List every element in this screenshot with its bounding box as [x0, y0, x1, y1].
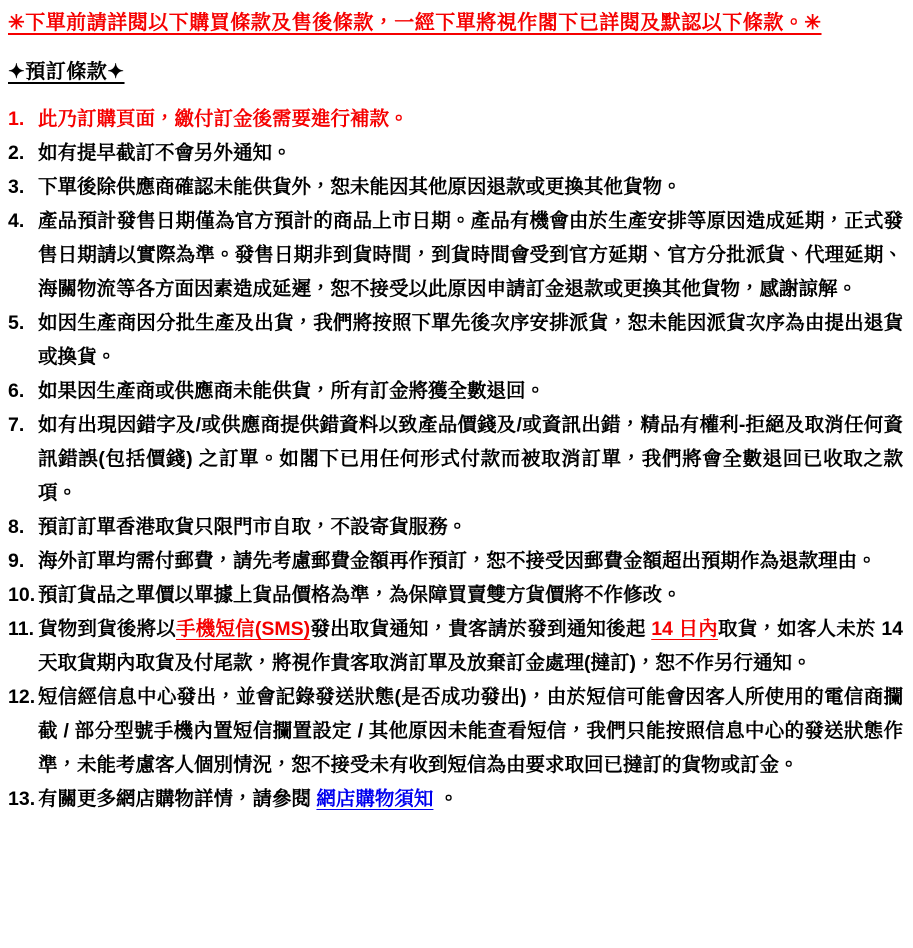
term-number: 1.	[8, 108, 25, 130]
term-text-segment: 此乃訂購頁面，繳付訂金後需要進行補款。	[38, 108, 409, 130]
term-number: 3.	[8, 176, 25, 198]
term-number: 4.	[8, 210, 25, 232]
term-item	[8, 544, 905, 578]
term-text	[38, 136, 905, 170]
term-text-segment: 貨物到貨後將以	[38, 618, 177, 640]
term-text	[38, 204, 905, 306]
term-item	[8, 170, 905, 204]
term-text-segment: 。	[433, 788, 459, 810]
term-number: 5.	[8, 312, 25, 334]
term-number: 12.	[8, 686, 36, 708]
term-text-segment: 如果因生產商或供應商未能供貨，所有訂金將獲全數退回。	[38, 380, 546, 402]
term-text-segment: 產品預計發售日期僅為官方預計的商品上市日期。產品有機會由於生產安排等原因造成延期，正式發售日期請以實際為準。發售日期非到貨時間，到貨時間會受到官方延期、官方分批派貨、代理延期、海關物流等各方面因素造成延遲，恕不接受以此原因申請訂金退款或更換其他貨物，感謝諒解。	[38, 210, 903, 300]
term-text	[38, 680, 905, 782]
term-text	[38, 102, 905, 136]
term-item	[8, 204, 905, 306]
term-text-segment: 預訂貨品之單價以單據上貨品價格為準，為保障買賣雙方貨價將不作修改。	[38, 584, 682, 606]
term-text-segment: 如有出現因錯字及/或供應商提供錯資料以致產品價錢及/或資訊出錯，精品有權利-拒絕及取消任何資訊錯誤(包括價錢) 之訂單。如閣下已用任何形式付款而被取消訂單，我們將會全數退回已收取之款項。	[38, 414, 903, 504]
term-number: 7.	[8, 414, 25, 436]
term-item	[8, 510, 905, 544]
term-text	[38, 578, 905, 612]
term-number: 2.	[8, 142, 25, 164]
term-text-segment: 如因生產商因分批生產及出貨，我們將按照下單先後次序安排派貨，恕未能因派貨次序為由提出退貨或換貨。	[38, 312, 903, 368]
term-item	[8, 102, 905, 136]
term-text	[38, 408, 905, 510]
pre-order-warning-banner: ✳下單前請詳閱以下購買條款及售後條款，一經下單將視作閣下已詳閱及默認以下條款。✳	[8, 12, 822, 34]
term-text-segment: 預訂訂單香港取貨只限門市自取，不設寄貨服務。	[38, 516, 468, 538]
term-item	[8, 408, 905, 510]
term-number: 10.	[8, 584, 36, 606]
term-text-segment: 短信經信息中心發出，並會記錄發送狀態(是否成功發出)，由於短信可能會因客人所使用的電信商攔截 / 部分型號手機內置短信攔置設定 / 其他原因未能查看短信，我們只能按照信息中心的發送狀態作準，未能考慮客人個別情況，恕不接受未有收到短信為由要求取回已撻訂的貨物或訂金。	[38, 686, 903, 776]
term-item	[8, 680, 905, 782]
term-text-segment: 發出取貨通知，貴客請於發到通知後起	[310, 618, 652, 640]
term-item	[8, 782, 905, 816]
store-shopping-notice-link[interactable]: 網店購物須知	[316, 788, 434, 810]
term-number: 6.	[8, 380, 25, 402]
term-number: 11.	[8, 618, 35, 640]
terms-list	[8, 102, 905, 816]
term-number: 8.	[8, 516, 25, 538]
term-item	[8, 578, 905, 612]
term-text	[38, 374, 905, 408]
term-text-segment: 海外訂單均需付郵費，請先考慮郵費金額再作預訂，恕不接受因郵費金額超出預期作為退款理由。	[38, 550, 877, 572]
term-number: 13.	[8, 788, 36, 810]
term-text	[38, 170, 905, 204]
sms-emphasis: 手機短信(SMS)	[176, 618, 311, 640]
fourteen-days-emphasis: 14 日內	[651, 618, 718, 640]
term-item	[8, 136, 905, 170]
term-text-segment: 取貨，如客人未於 14 天取貨期內取貨及付尾款，將視作貴客取消訂單及放棄訂金處理(撻訂)，恕不作另行通知。	[38, 618, 904, 674]
term-text	[38, 612, 905, 680]
term-item	[8, 374, 905, 408]
term-text-segment: 如有提早截訂不會另外通知。	[38, 142, 292, 164]
section-title-row	[8, 59, 905, 85]
term-text-segment: 下單後除供應商確認未能供貨外，恕未能因其他原因退款或更換其他貨物。	[38, 176, 682, 198]
term-text-segment: 有關更多網店購物詳情，請參閱	[38, 788, 317, 810]
term-text	[38, 306, 905, 374]
term-item	[8, 306, 905, 374]
term-number: 9.	[8, 550, 25, 572]
term-text	[38, 510, 905, 544]
term-text	[38, 544, 905, 578]
term-item	[8, 612, 905, 680]
term-text	[38, 782, 905, 816]
pre-order-terms-heading: ✦預訂條款✦	[8, 61, 125, 83]
